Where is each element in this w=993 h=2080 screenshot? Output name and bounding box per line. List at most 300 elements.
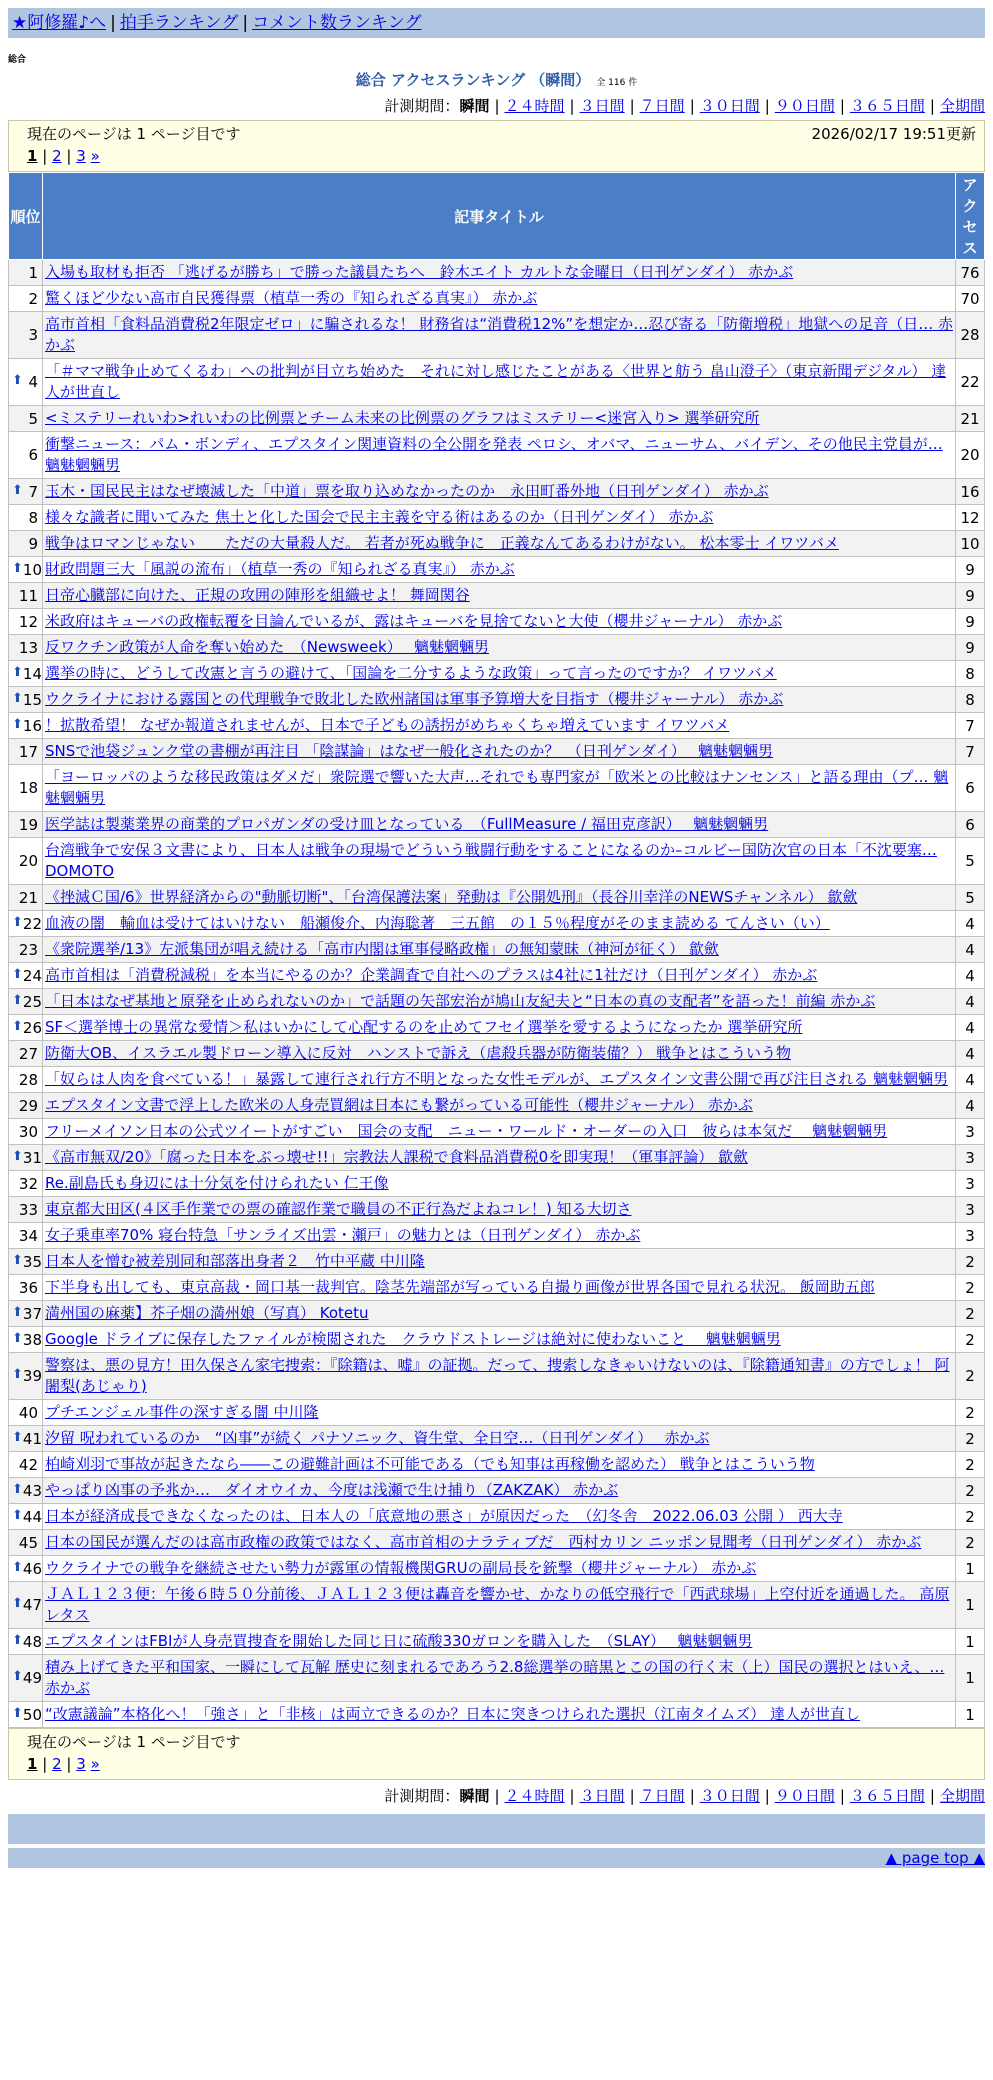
table-row [9, 1655, 985, 1702]
pager-current-page: 1 [27, 1755, 38, 1773]
rank-cell [9, 1582, 43, 1629]
rank-number: 3 [28, 326, 38, 344]
rank-cell [9, 1301, 43, 1327]
rank-cell [9, 1655, 43, 1702]
article-title-link[interactable]: 《挫滅Ｃ国/6》世界経済からの"動脈切断"、「台湾保護法案」発動は『公開処刑』（長谷川幸洋のNEWSチャンネル） 歙歛 [45, 888, 858, 906]
access-count: 6 [956, 812, 985, 838]
rank-up-arrow-icon: ⬆ [12, 1429, 23, 1445]
access-count: 7 [956, 713, 985, 739]
article-title-link[interactable]: 財政問題三大「風説の流布」（植草一秀の『知られざる真実』） 赤かぶ [45, 560, 515, 578]
table-row [9, 765, 985, 812]
table-row [9, 557, 985, 583]
table-row [9, 531, 985, 557]
article-title-link[interactable]: 女子乗車率70% 寝台特急「サンライズ出雲・瀬戸」の魅力とは（日刊ゲンダイ） 赤かぶ [45, 1226, 641, 1244]
article-title-link[interactable]: ウクライナにおける露国との代理戦争で敗北した欧州諸国は軍事予算増大を目指す（櫻井ジャーナル） 赤かぶ [45, 690, 784, 708]
title-cell [43, 1067, 956, 1093]
title-cell [43, 312, 956, 359]
access-count: 9 [956, 583, 985, 609]
rank-cell [9, 765, 43, 812]
nav-separator: | [110, 13, 116, 33]
period-separator: | [629, 1787, 635, 1805]
access-count: 1 [956, 1655, 985, 1702]
article-title-link[interactable]: 汐留 呪われているのか “凶事”が続く パナソニック、資生堂、全日空…（日刊ゲンダイ） 赤かぶ [45, 1429, 710, 1447]
rank-cell [9, 1702, 43, 1728]
period-current: 瞬間 [459, 97, 490, 115]
access-count: 8 [956, 661, 985, 687]
rank-number: 41 [22, 1429, 42, 1448]
access-count: 3 [956, 1145, 985, 1171]
rank-cell [9, 286, 43, 312]
rank-cell [9, 505, 43, 531]
table-row [9, 406, 985, 432]
article-title-link[interactable]: 「＃ママ戦争止めてくるわ」への批判が目立ち始めた それに対し感じたことがある〈世界と舫う 畠山澄子〉（東京新聞デジタル） 達人が世直し [45, 362, 947, 401]
title-cell [43, 1015, 956, 1041]
pager-next-link[interactable]: » [90, 1755, 100, 1773]
title-cell [43, 1452, 956, 1478]
title-cell [43, 838, 956, 885]
rank-cell [9, 359, 43, 406]
rank-up-arrow-icon: ⬆ [12, 664, 23, 680]
article-title-link[interactable]: 日帝心臓部に向けた、正規の攻囲の陣形を組織せよ！ 舞岡関谷 [45, 586, 470, 604]
access-count: 2 [956, 1426, 985, 1452]
rank-number: 46 [22, 1559, 42, 1578]
page-info-top [8, 120, 985, 172]
rank-number: 17 [18, 742, 38, 761]
rank-cell [9, 963, 43, 989]
table-row [9, 479, 985, 505]
access-count: 4 [956, 989, 985, 1015]
title-cell [43, 1145, 956, 1171]
access-count: 76 [956, 260, 985, 286]
title-cell [43, 557, 956, 583]
article-title-link[interactable]: ウクライナでの戦争を継続させたい勢力が露軍の情報機関GRUの副局長を銃撃（櫻井ジャーナル） 赤かぶ [45, 1559, 757, 1577]
period-separator: | [929, 97, 935, 115]
table-row [9, 1400, 985, 1426]
title-cell [43, 1119, 956, 1145]
table-row [9, 838, 985, 885]
rank-number: 35 [22, 1252, 42, 1271]
rank-cell [9, 838, 43, 885]
title-cell [43, 1171, 956, 1197]
article-title-link[interactable]: 「奴らは人肉を食べている！」暴露して連行され行方不明となった女性モデルが、エプスタイン文書公開で再び注目される 魑魅魍魎男 [45, 1070, 949, 1088]
table-row [9, 1426, 985, 1452]
title-cell [43, 1426, 956, 1452]
article-title-link[interactable]: SF＜選挙博士の異常な愛情＞私はいかにして心配するのを止めてフセイ選挙を愛するようになったか 選挙研究所 [45, 1018, 803, 1036]
article-title-link[interactable]: 戦争はロマンじゃない ただの大量殺人だ。 若者が死ぬ戦争に 正義なんてあるわけがない。 松本零士 イワツバメ [45, 534, 840, 552]
rank-number: 37 [22, 1304, 42, 1323]
rank-number: 44 [22, 1507, 42, 1526]
rank-cell [9, 1478, 43, 1504]
title-cell [43, 583, 956, 609]
rank-number: 14 [22, 664, 42, 683]
article-title-link[interactable]: 《高市無双/20》「腐った日本をぶっ壊せ!!」宗教法人課税で食料品消費税0を即実現！（軍事評論） 歙歛 [45, 1148, 748, 1166]
rank-up-arrow-icon: ⬆ [12, 1507, 23, 1523]
article-title-link[interactable]: ！拡散希望！ なぜか報道されませんが、日本で子どもの誘拐がめちゃくちゃ増えています イワツバメ [45, 716, 730, 734]
article-title-link[interactable]: 「日本はなぜ基地と原発を止められないのか」で話題の矢部宏治が鳩山友紀夫と“日本の真の支配者”を語った！前編 赤かぶ [45, 992, 876, 1010]
title-cell [43, 1504, 956, 1530]
table-row [9, 1197, 985, 1223]
table-row [9, 1249, 985, 1275]
rank-cell [9, 635, 43, 661]
access-count: 1 [956, 1556, 985, 1582]
article-title-link[interactable]: 反ワクチン政策が人命を奪い始めた （Newsweek） 魑魅魍魎男 [45, 638, 489, 656]
article-title-link[interactable]: 満州国の麻薬】芥子畑の満州娘（写真） Kotetu [45, 1304, 369, 1322]
title-cell [43, 1327, 956, 1353]
period-link-365d[interactable]: ３６５日間 [849, 1787, 925, 1805]
rank-number: 4 [28, 373, 38, 391]
ranking-table-header [9, 173, 985, 260]
period-separator: | [929, 1787, 935, 1805]
rank-cell [9, 479, 43, 505]
rank-number: 7 [28, 482, 38, 501]
table-row [9, 1530, 985, 1556]
nav-clap-ranking-link[interactable]: 拍手ランキング [119, 13, 239, 33]
article-title-link[interactable]: 高市首相は「消費税減税」を本当にやるのか？企業調査で自社へのプラスは4社に1社だけ（日刊ゲンダイ） 赤かぶ [45, 966, 818, 984]
article-title-link[interactable]: 警察は、悪の見方！田久保さん家宅捜索：『除籍は、嘘』の証拠。だって、捜索しなきゃいけないのは、『除籍通知書』の方でしょ！ 阿闍梨(あじゃり) [45, 1356, 950, 1395]
rank-cell [9, 1145, 43, 1171]
access-count: 1 [956, 1702, 985, 1728]
rank-cell [9, 1426, 43, 1452]
title-cell [43, 1582, 956, 1629]
rank-number: 24 [22, 966, 42, 985]
rank-cell [9, 661, 43, 687]
table-row [9, 312, 985, 359]
period-separator: | [689, 97, 695, 115]
article-title-link[interactable]: やっぱり凶事の予兆か… ダイオウイカ、今度は浅瀬で生け捕り（ZAKZAK） 赤かぶ [45, 1481, 619, 1499]
period-link-all[interactable]: 全期間 [939, 1787, 985, 1805]
article-title-link[interactable]: SNSで池袋ジュンク堂の書棚が再注目 「陰謀論」はなぜ一般化されたのか？ （日刊ゲンダイ） 魑魅魍魎男 [45, 742, 774, 760]
article-title-link[interactable]: エプスタインはFBIが人身売買捜査を開始した同じ日に硫酸330ガロンを購入した （SLAY） 魑魅魍魎男 [45, 1632, 753, 1650]
rank-number: 39 [22, 1367, 42, 1385]
article-title-link[interactable]: 《衆院選挙/13》左派集団が唱え続ける「高市内閣は軍事侵略政権」の無知蒙昧（神河が征く） 歙歛 [45, 940, 719, 958]
period-link-24h[interactable]: ２４時間 [504, 97, 565, 115]
period-selector-top [0, 96, 985, 116]
rank-number: 40 [18, 1403, 38, 1422]
rank-cell [9, 1327, 43, 1353]
period-link-30d[interactable]: ３０日間 [699, 1787, 760, 1805]
article-title-link[interactable]: Re.副島氏も身辺には十分気を付けられたい 仁王像 [45, 1174, 389, 1192]
rank-cell [9, 1629, 43, 1655]
rank-cell [9, 989, 43, 1015]
title-cell [43, 406, 956, 432]
rank-up-arrow-icon: ⬆ [12, 992, 23, 1008]
rank-cell [9, 609, 43, 635]
rank-up-arrow-icon: ⬆ [12, 1705, 23, 1721]
article-title-link[interactable]: 米政府はキューバの政権転覆を目論んでいるが、露はキューバを見捨てないと大使（櫻井ジャーナル） 赤かぶ [45, 612, 783, 630]
rank-up-arrow-icon: ⬆ [12, 560, 23, 576]
period-link-365d[interactable]: ３６５日間 [849, 97, 925, 115]
rank-up-arrow-icon: ⬆ [12, 1330, 23, 1346]
period-link-7d[interactable]: ７日間 [639, 1787, 685, 1805]
title-cell [43, 1223, 956, 1249]
rank-cell [9, 1015, 43, 1041]
access-count: 1 [956, 1582, 985, 1629]
rank-up-arrow-icon: ⬆ [12, 373, 23, 388]
rank-up-arrow-icon: ⬆ [12, 1018, 23, 1034]
rank-cell [9, 1353, 43, 1400]
access-count: 16 [956, 479, 985, 505]
access-count: 4 [956, 1093, 985, 1119]
title-cell [43, 1629, 956, 1655]
period-current: 瞬間 [459, 1787, 490, 1805]
ranking-heading [0, 69, 993, 90]
pager-link-page-3[interactable]: 3 [76, 147, 86, 165]
article-title-link[interactable]: 衝撃ニュース：パム・ボンディ、エプスタイン関連資料の全公開を発表 ペロシ、オバマ、ニューサム、バイデン、その他民主党員が… 魑魅魍魎男 [45, 435, 943, 474]
article-title-link[interactable]: Google ドライブに保存したファイルが検閲された クラウドストレージは絶対に使わないこと 魑魅魍魎男 [45, 1330, 781, 1348]
table-row [9, 1145, 985, 1171]
title-cell [43, 479, 956, 505]
bottom-bar [8, 1814, 985, 1844]
article-title-link[interactable]: プチエンジェル事件の深すぎる闇 中川隆 [45, 1403, 319, 1421]
article-title-link[interactable]: 日本が経済成長できなくなったのは、日本人の「底意地の悪さ」が原因だった （幻冬舎 2022.06.03 公開 ） 西大寺 [45, 1507, 843, 1525]
period-link-7d[interactable]: ７日間 [639, 97, 685, 115]
rank-number: 32 [18, 1174, 38, 1193]
access-count: 22 [956, 359, 985, 406]
rank-number: 10 [22, 560, 42, 579]
table-row [9, 661, 985, 687]
table-row [9, 937, 985, 963]
ranking-table-body [9, 260, 985, 1728]
period-link-30d[interactable]: ３０日間 [699, 97, 760, 115]
nav-separator: | [242, 13, 249, 33]
article-title-link[interactable]: 積み上げてきた平和国家、一瞬にして瓦解 歴史に刻まれるであろう2.8総選挙の暗黒とこの国の行く末（上）国民の選択とはいえ、… 赤かぶ [45, 1658, 945, 1697]
table-row [9, 260, 985, 286]
article-title-link[interactable]: 防衛大OB、イスラエル製ドローン導入に反対 ハンストで訴え（虐殺兵器が防衛装備？） 戦争とはこういう物 [45, 1044, 791, 1062]
access-count: 21 [956, 406, 985, 432]
pager-link-page-2[interactable]: 2 [52, 1755, 62, 1773]
access-count: 8 [956, 687, 985, 713]
updated-timestamp: 2026/02/17 19:51更新 [811, 125, 976, 143]
table-row [9, 609, 985, 635]
title-cell [43, 739, 956, 765]
access-count: 3 [956, 1119, 985, 1145]
rank-number: 9 [28, 534, 38, 553]
title-cell [43, 432, 956, 479]
table-row [9, 1556, 985, 1582]
period-link-all[interactable]: 全期間 [939, 97, 985, 115]
rank-number: 1 [28, 263, 38, 282]
article-title-link[interactable]: 柏崎刈羽で事故が起きたなら――この避難計画は不可能である（でも知事は再稼働を認めた） 戦争とはこういう物 [45, 1455, 815, 1473]
page-top-bar [8, 1848, 985, 1868]
period-link-90d[interactable]: ９０日間 [774, 97, 835, 115]
access-count: 10 [956, 531, 985, 557]
access-count: 1 [956, 1629, 985, 1655]
ranking-title: 総合 アクセスランキング （瞬間） [355, 71, 591, 89]
access-count: 4 [956, 963, 985, 989]
table-row [9, 963, 985, 989]
rank-cell [9, 1504, 43, 1530]
rank-up-arrow-icon: ⬆ [12, 1481, 23, 1497]
rank-number: 26 [22, 1018, 42, 1037]
access-count: 5 [956, 885, 985, 911]
ranking-count: 全 116 件 [596, 78, 638, 88]
rank-number: 15 [22, 690, 42, 709]
rank-cell [9, 1249, 43, 1275]
article-title-link[interactable]: 日本の国民が選んだのは高市政権の政策ではなく、高市首相のナラティブだ 西村カリン ニッポン見聞考（日刊ゲンダイ） 赤かぶ [45, 1533, 922, 1551]
rank-cell [9, 557, 43, 583]
article-title-link[interactable]: 「ヨーロッパのような移民政策はダメだ」衆院選で響いた大声…それでも専門家が「欧米との比較はナンセンス」と語る理由（プ… 魑魅魍魎男 [45, 768, 949, 807]
rank-cell [9, 1119, 43, 1145]
rank-cell [9, 1275, 43, 1301]
page-top-link[interactable]: ▲ page top ▲ [885, 1849, 985, 1867]
title-cell [43, 1530, 956, 1556]
rank-up-arrow-icon: ⬆ [12, 716, 23, 732]
article-title-link[interactable]: 日本人を憎む被差別同和部落出身者２＿竹中平蔵 中川隆 [45, 1252, 425, 1270]
title-cell [43, 1655, 956, 1702]
article-title-link[interactable]: “改憲議論”本格化へ！「強さ」と「非核」は両立できるのか？日本に突きつけられた選択（江南タイムズ） 達人が世直し [45, 1705, 861, 1723]
rank-cell [9, 260, 43, 286]
rank-number: 42 [18, 1455, 38, 1474]
table-row [9, 1629, 985, 1655]
access-count: 2 [956, 1327, 985, 1353]
title-cell [43, 812, 956, 838]
pager-link-page-3[interactable]: 3 [76, 1755, 86, 1773]
rank-number: 21 [18, 888, 38, 907]
title-cell [43, 1353, 956, 1400]
rank-number: 12 [18, 612, 38, 631]
article-title-link[interactable]: 様々な識者に聞いてみた 焦土と化した国会で民主主義を守る術はあるのか（日刊ゲンダイ） 赤かぶ [45, 508, 714, 526]
pager-link-page-2[interactable]: 2 [52, 147, 62, 165]
table-row [9, 1275, 985, 1301]
period-separator: | [629, 97, 635, 115]
period-separator: | [764, 97, 770, 115]
rank-cell [9, 531, 43, 557]
title-cell [43, 531, 956, 557]
rank-cell [9, 1400, 43, 1426]
title-cell [43, 713, 956, 739]
access-count: 4 [956, 911, 985, 937]
current-page-text: 現在のページは 1 ページ目です [27, 1733, 241, 1751]
period-link-24h[interactable]: ２４時間 [504, 1787, 565, 1805]
nav-home-link[interactable]: ★阿修羅♪へ [12, 13, 107, 33]
rank-number: 33 [18, 1200, 38, 1219]
period-separator: | [494, 97, 500, 115]
rank-number: 31 [22, 1148, 42, 1167]
access-count: 4 [956, 1041, 985, 1067]
article-title-link[interactable]: 東京都大田区(４区手作業での票の確認作業で職員の不正行為だよねコレ！) 知る大切さ [45, 1200, 632, 1218]
rank-cell [9, 1197, 43, 1223]
title-cell [43, 505, 956, 531]
table-row [9, 359, 985, 406]
access-count: 2 [956, 1530, 985, 1556]
rank-cell [9, 432, 43, 479]
title-cell [43, 359, 956, 406]
col-header-access: アクセス [956, 173, 985, 260]
title-cell [43, 989, 956, 1015]
rank-up-arrow-icon: ⬆ [12, 1669, 23, 1684]
article-title-link[interactable]: エプスタイン文書で浮上した欧米の人身売買網は日本にも繋がっている可能性（櫻井ジャーナル） 赤かぶ [45, 1096, 753, 1114]
access-count: 4 [956, 1067, 985, 1093]
title-cell [43, 885, 956, 911]
article-title-link[interactable]: 高市首相「食料品消費税2年限定ゼロ」に騙されるな！ 財務省は“消費税12%”を想定か…忍び寄る「防衛増税」地獄への足音（日… 赤かぶ [45, 315, 953, 354]
rank-cell [9, 1093, 43, 1119]
period-separator: | [764, 1787, 770, 1805]
article-title-link[interactable]: 選挙の時に、どうして改憲と言うの避けて、「国論を二分するような政策」って言ったのですか？ イワツバメ [45, 664, 777, 682]
table-row [9, 1478, 985, 1504]
period-separator: | [569, 97, 575, 115]
table-row [9, 1119, 985, 1145]
period-label: 計測期間： [384, 1787, 460, 1805]
period-separator: | [839, 1787, 845, 1805]
rank-number: 36 [18, 1278, 38, 1297]
article-title-link[interactable]: 玉木・国民民主はなぜ壊滅した「中道」票を取り込めなかったのか 永田町番外地（日刊ゲンダイ） 赤かぶ [45, 482, 769, 500]
rank-up-arrow-icon: ⬆ [12, 966, 23, 982]
rank-number: 49 [22, 1669, 42, 1687]
period-link-90d[interactable]: ９０日間 [774, 1787, 835, 1805]
table-row [9, 911, 985, 937]
access-count: 2 [956, 1478, 985, 1504]
article-title-link[interactable]: 下半身も出しても、東京高裁・岡口基一裁判官。陰茎先端部が写っている自撮り画像が世界各国で見れる状況。 飯岡助五郎 [45, 1278, 875, 1296]
rank-number: 20 [18, 852, 38, 870]
access-count: 5 [956, 838, 985, 885]
col-header-rank: 順位 [9, 173, 43, 260]
title-cell [43, 1702, 956, 1728]
article-title-link[interactable]: 台湾戦争で安保３文書により、日本人は戦争の現場でどういう戦闘行動をすることになるのか–コルビー国防次官の日本「不沈要塞… DOMOTO [45, 841, 937, 880]
article-title-link[interactable]: ＪＡＬ１２３便：午後６時５０分前後、ＪＡＬ１２３便は轟音を響かせ、かなりの低空飛行で「西武球場」上空付近を通過した。 高原レタス [45, 1585, 950, 1624]
rank-number: 50 [22, 1705, 42, 1724]
table-row [9, 1504, 985, 1530]
rank-number: 30 [18, 1122, 38, 1141]
table-row [9, 1353, 985, 1400]
table-row [9, 885, 985, 911]
rank-number: 5 [28, 409, 38, 428]
rank-cell [9, 1223, 43, 1249]
period-separator: | [839, 97, 845, 115]
pager-next-link[interactable]: » [90, 147, 100, 165]
table-row [9, 286, 985, 312]
nav-comment-ranking-link[interactable]: コメント数ランキング [252, 13, 422, 33]
article-title-link[interactable]: 入場も取材も拒否 「逃げるが勝ち」で勝った議員たちへ 鈴木エイト カルトな金曜日（日刊ゲンダイ） 赤かぶ [45, 263, 794, 281]
table-row [9, 713, 985, 739]
title-cell [43, 911, 956, 937]
access-count: 28 [956, 312, 985, 359]
article-title-link[interactable]: 驚くほど少ない高市自民獲得票（植草一秀の『知られざる真実』） 赤かぶ [45, 289, 538, 307]
table-row [9, 1582, 985, 1629]
rank-cell [9, 739, 43, 765]
rank-cell [9, 583, 43, 609]
title-cell [43, 1093, 956, 1119]
title-cell [43, 1400, 956, 1426]
title-cell [43, 286, 956, 312]
access-count: 2 [956, 1301, 985, 1327]
title-cell [43, 1275, 956, 1301]
table-row [9, 1041, 985, 1067]
section-tag: 総合 [8, 55, 27, 65]
period-link-3d[interactable]: ３日間 [579, 1787, 625, 1805]
rank-up-arrow-icon: ⬆ [12, 690, 23, 706]
article-title-link[interactable]: <ミステリーれいわ>れいわの比例票とチーム未来の比例票のグラフはミステリー<迷宮入り> 選挙研究所 [45, 409, 760, 427]
pager-current-page: 1 [27, 147, 38, 165]
table-row [9, 1015, 985, 1041]
rank-up-arrow-icon: ⬆ [12, 1367, 23, 1382]
access-count: 7 [956, 739, 985, 765]
access-count: 12 [956, 505, 985, 531]
period-link-3d[interactable]: ３日間 [579, 97, 625, 115]
title-cell [43, 937, 956, 963]
access-count: 2 [956, 1275, 985, 1301]
pager-separator: | [66, 147, 72, 165]
access-count: 6 [956, 765, 985, 812]
access-count: 3 [956, 1197, 985, 1223]
article-title-link[interactable]: フリーメイソン日本の公式ツイートがすごい 国会の支配 ニュー・ワールド・オーダーの入口 彼らは本気だ 魑魅魍魎男 [45, 1122, 888, 1140]
article-title-link[interactable]: 血液の闇 輸血は受けてはいけない 船瀬俊介、内海聡著 三五館 の１５％程度がそのまま読める てんさい（い） [45, 914, 830, 932]
article-title-link[interactable]: 医学誌は製薬業界の商業的プロパガンダの受け皿となっている （FullMeasure / 福田克彦訳） 魑魅魍魎男 [45, 815, 769, 833]
rank-number: 38 [22, 1330, 42, 1349]
rank-number: 18 [18, 779, 38, 797]
pager-separator: | [42, 1755, 48, 1773]
rank-number: 16 [22, 716, 42, 735]
access-count: 2 [956, 1504, 985, 1530]
